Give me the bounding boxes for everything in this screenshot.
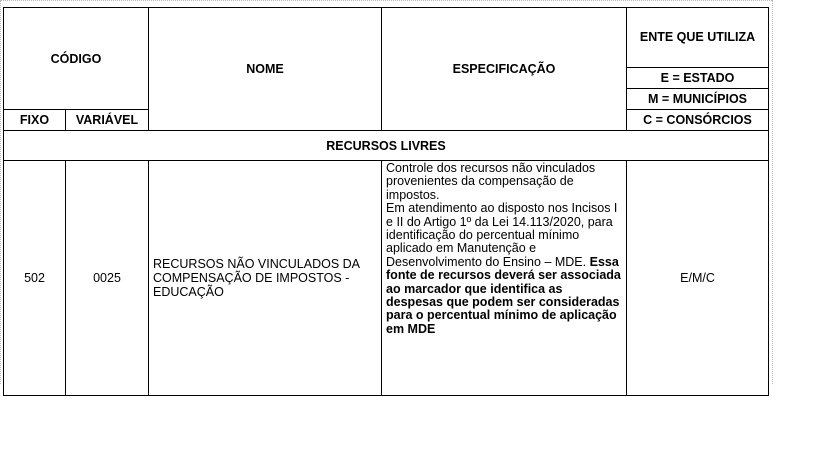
header-ente-estado: E = ESTADO — [627, 68, 769, 89]
section-row — [4, 131, 769, 161]
header-row-top — [4, 8, 769, 68]
page-border-top — [0, 0, 772, 1]
table-row — [4, 161, 769, 396]
header-ente-consorcios: C = CONSÓRCIOS — [627, 110, 769, 131]
section-title: RECURSOS LIVRES — [4, 131, 769, 161]
cell-fixo: 502 — [4, 161, 66, 396]
header-nome: NOME — [149, 8, 382, 131]
header-ente-municipios: M = MUNICÍPIOS — [627, 89, 769, 110]
page-border-left — [0, 0, 1, 384]
header-fixo: FIXO — [4, 110, 66, 131]
spec-text-atendimento: Em atendimento ao disposto nos Incisos I e II do Artigo 1º da Lei 14.113/2020, para identificação do percentual mínimo aplicado em Manutenção e Desenvolvimento do Ensino – MDE. — [386, 201, 618, 269]
cell-especificacao — [382, 161, 627, 396]
page-border-right — [772, 0, 773, 384]
header-variavel: VARIÁVEL — [66, 110, 149, 131]
cell-ente: E/M/C — [627, 161, 769, 396]
spec-text-controle: Controle dos recursos não vinculados provenientes da compensação de impostos. — [386, 161, 596, 202]
header-ente-que-utiliza: ENTE QUE UTILIZA — [627, 8, 769, 68]
header-codigo: CÓDIGO — [4, 8, 149, 110]
cell-nome: RECURSOS NÃO VINCULADOS DA COMPENSAÇÃO DE IMPOSTOS - EDUCAÇÃO — [149, 161, 382, 396]
cell-variavel: 0025 — [66, 161, 149, 396]
fonte-recursos-table — [3, 7, 769, 396]
header-especificacao: ESPECIFICAÇÃO — [382, 8, 627, 131]
spec-text-bold: Essa fonte de recursos deverá ser associada ao marcador que identifica as despesas que podem ser consideradas para o percentual mínimo de aplicação em MDE — [386, 254, 621, 336]
